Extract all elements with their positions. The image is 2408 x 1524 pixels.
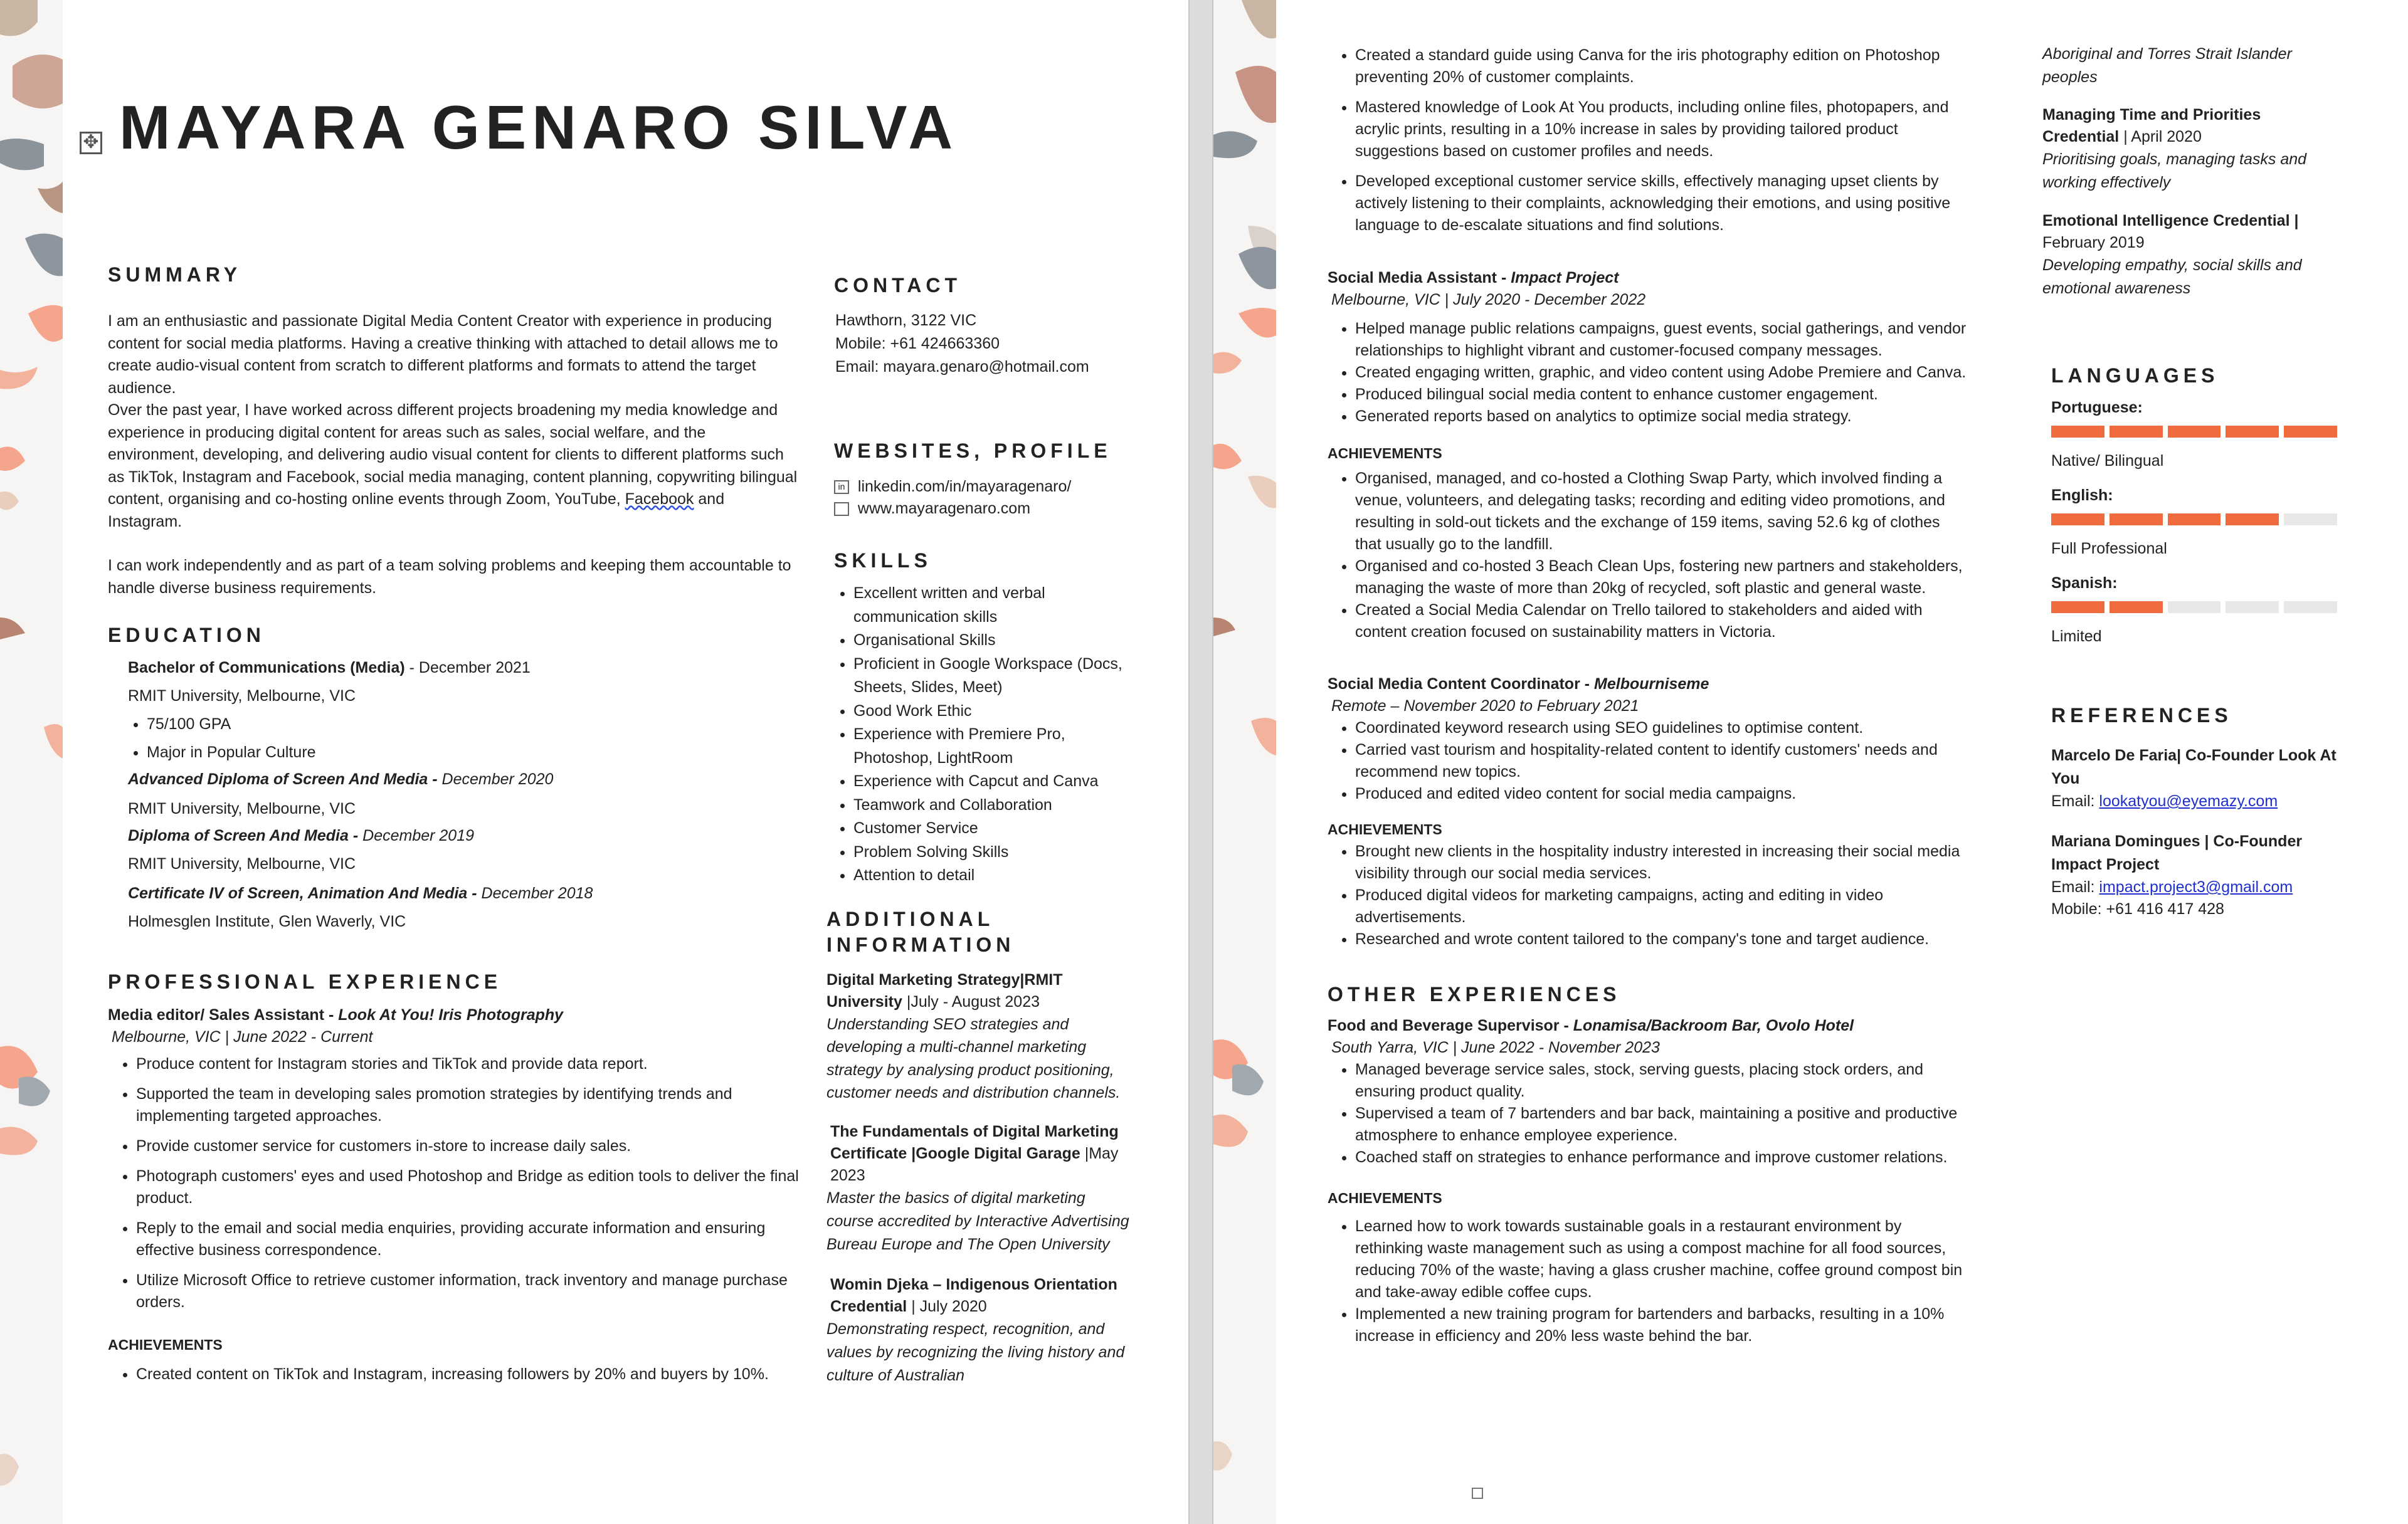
languages-heading: LANGUAGES [2051, 364, 2219, 387]
job-bullet: • Reply to the email and social media enquiries, providing accurate information and ensuring effective business correspondence. [136, 1217, 801, 1261]
skill-item: • Experience with Premiere Pro, Photoshop, LightRoom [853, 723, 1148, 770]
achievement-bullet: • Researched and wrote content tailored to the company's tone and target audience. [1355, 928, 1967, 950]
achievement-bullet: • Organised and co-hosted 3 Beach Clean Ups, fostering new partners and stakeholders, managing the waste of more than 20kg of recycled, soft plastic and general waste. [1355, 555, 1967, 599]
achievements-heading: ACHIEVEMENTS [1328, 821, 1442, 838]
job-title: Food and Beverage Supervisor - Lonamisa/Backroom Bar, Ovolo Hotel [1328, 1017, 1854, 1034]
skill-item: • Organisational Skills [853, 629, 1148, 653]
education-item: Certificate IV of Screen, Animation And Media - December 2018 [128, 885, 593, 902]
job-bullet: • Produced and edited video content for social media campaigns. [1355, 783, 1967, 805]
job-bullet: • Created a standard guide using Canva for the iris photography edition on Photoshop preventing 20% of customer complaints. [1355, 45, 1967, 88]
language-level-segment [2226, 601, 2279, 613]
summary-paragraph-1: I am an enthusiastic and passionate Digital Media Content Creator with experience in producing content for social media platforms. Having a creative thinking with attached to detail allows me to create audio-visual content from scratch to different platforms and formats to attend the target audience. [108, 312, 778, 397]
checkbox-icon[interactable] [1472, 1488, 1483, 1499]
credential-item: Digital Marketing Strategy|RMIT University |July - August 2023 [826, 970, 1063, 1011]
job-bullet: • Produce content for Instagram stories and TikTok and provide data report. [136, 1053, 801, 1075]
achievements-heading: ACHIEVEMENTS [108, 1337, 223, 1353]
credential-description: Demonstrating respect, recognition, and values by recognizing the living history and culture of Australian [826, 1320, 1125, 1384]
references-heading: REFERENCES [2051, 704, 2232, 727]
linkedin-link[interactable]: in linkedin.com/in/mayaragenaro/ [834, 476, 1153, 498]
credential-item: Womin Djeka – Indigenous Orientation Credential | July 2020 [830, 1275, 1117, 1315]
language-level-segment [2168, 426, 2221, 438]
language-item [2051, 483, 2337, 560]
website-icon [834, 502, 849, 516]
achievement-bullets [1328, 1216, 1967, 1347]
language-name: Portuguese: [2051, 399, 2143, 416]
language-level-bar [2051, 601, 2337, 613]
skill-item: • Teamwork and Collaboration [853, 794, 1148, 817]
skills-heading: SKILLS [834, 549, 932, 572]
achievements-heading: ACHIEVEMENTS [1328, 445, 1442, 461]
language-level-segment [2226, 426, 2279, 438]
reference-email-link[interactable]: impact.project3@gmail.com [2099, 878, 2293, 896]
job-bullet: • Developed exceptional customer service skills, effectively managing upset clients by actively listening to their complaints, acknowledging their emotions, and using positive language to de-escalate situations and find solutions. [1355, 171, 1967, 236]
education-bullet: • Major in Popular Culture [147, 742, 798, 764]
education-item: Bachelor of Communications (Media) - December 2021 [128, 659, 531, 676]
language-level-label: Limited [2051, 628, 2102, 645]
resume-page-2 [1213, 0, 2408, 1524]
education-bullets [128, 713, 798, 764]
job-bullets [1328, 1059, 1967, 1169]
skill-item: • Proficient in Google Workspace (Docs, Sheets, Slides, Meet) [853, 653, 1148, 700]
contact-address: Hawthorn, 3122 VIC [835, 312, 977, 329]
credential-description: Master the basics of digital marketing course accredited by Interactive Advertising Bureau Europe and The Open University [826, 1189, 1129, 1253]
language-level-segment [2110, 601, 2163, 613]
education-school: RMIT University, Melbourne, VIC [128, 687, 356, 705]
p2-main-column [1328, 45, 1967, 1347]
achievement-bullet: • Implemented a new training program for bartenders and barbacks, resulting in a 10% increase in efficiency and 20% less waste behind the bar. [1355, 1303, 1967, 1347]
language-name: Spanish: [2051, 574, 2118, 592]
skill-item: • Problem Solving Skills [853, 841, 1148, 864]
additional-list [826, 969, 1134, 1387]
job-meta: Melbourne, VIC | June 2022 - Current [112, 1028, 373, 1046]
language-level-segment [2110, 426, 2163, 438]
language-level-bar [2051, 513, 2337, 525]
reference-email-link[interactable]: lookatyou@eyemazy.com [2099, 792, 2278, 810]
language-colon: : [2137, 399, 2143, 416]
job-meta: Melbourne, VIC | July 2020 - December 2022 [1331, 291, 1646, 308]
contact-email[interactable]: Email: mayara.genaro@hotmail.com [835, 358, 1089, 376]
additional-heading: ADDITIONAL INFORMATION [826, 907, 1015, 956]
terrazzo-decoration [0, 0, 63, 1524]
language-level-segment [2226, 513, 2279, 525]
skill-item: • Good Work Ethic [853, 700, 1148, 723]
job-bullet: • Mastered knowledge of Look At You products, including online files, photopapers, and acrylic prints, resulting in a 10% increase in sales by providing tailored product suggestions based on customer profiles and needs. [1355, 97, 1967, 162]
education-bullet: • 75/100 GPA [147, 713, 798, 735]
language-colon: : [2108, 486, 2113, 504]
website-link[interactable]: www.mayaragenaro.com [834, 498, 1153, 520]
language-level-label: Native/ Bilingual [2051, 452, 2164, 470]
language-level-label: Full Professional [2051, 540, 2167, 557]
contact-heading: CONTACT [834, 274, 962, 297]
language-level-segment [2051, 426, 2104, 438]
references-list [2042, 744, 2346, 920]
reference-name: Marcelo De Faria| Co-Founder Look At You [2051, 747, 2337, 787]
job-bullet: • Supported the team in developing sales promotion strategies by identifying trends and implementing targeted approaches. [136, 1083, 801, 1127]
resume-name: MAYARA GENARO SILVA [119, 93, 959, 162]
achievement-bullet: • Created content on TikTok and Instagram, increasing followers by 20% and buyers by 10%. [136, 1364, 801, 1385]
education-heading: EDUCATION [108, 624, 265, 646]
page-gutter [1188, 0, 1213, 1524]
job-bullet: • Supervised a team of 7 bartenders and bar back, maintaining a positive and productive atmosphere to enhance employee experience. [1355, 1103, 1967, 1147]
education-item: Advanced Diploma of Screen And Media - December 2020 [128, 770, 554, 788]
terrazzo-decoration [1213, 0, 1276, 1524]
experience-heading: PROFESSIONAL EXPERIENCE [108, 970, 502, 993]
p2-right-column [2042, 43, 2337, 920]
job-bullet: • Utilize Microsoft Office to retrieve customer information, track inventory and manage purchase orders. [136, 1269, 801, 1313]
resume-page-1 [0, 0, 1188, 1524]
credential-item: Emotional Intelligence Credential | February 2019 [2042, 212, 2299, 251]
credential-item: Managing Time and Priorities Credential | April 2020 [2042, 106, 2261, 145]
language-level-segment [2051, 513, 2104, 525]
achievement-bullet: • Brought new clients in the hospitality industry interested in increasing their social media visibility through our social media services. [1355, 841, 1967, 885]
job-bullets-continued [1328, 45, 1967, 236]
language-level-segment [2051, 601, 2104, 613]
websites-block [826, 476, 1153, 520]
achievement-bullet: • Created a Social Media Calendar on Trello tailored to stakeholders and aided with content creation focused on sustainability matters in Victoria. [1355, 599, 1967, 643]
language-colon: : [2112, 574, 2118, 592]
job-bullet: • Provide customer service for customers in-store to increase daily sales. [136, 1135, 801, 1157]
websites-heading: WEBSITES, PROFILE [834, 439, 1112, 462]
reference-email: Email: lookatyou@eyemazy.com [2051, 792, 2278, 810]
education-school: RMIT University, Melbourne, VIC [128, 855, 356, 873]
language-level-segment [2284, 601, 2337, 613]
summary-paragraph-2: Over the past year, I have worked across different projects broadening my media knowledge and experience in producing digital content for areas such as sales, social welfare, and the environment, developing, and delivering audio visual content for clients to different platforms such as TikTok, Instagram and Facebook, social media managing, content planning, copywriting bilingual content, organising and co-hosting online events through Zoom, YouTube, Facebook and Instagram. [108, 401, 798, 530]
skill-item: • Experience with Capcut and Canva [853, 770, 1148, 794]
other-experiences-heading: OTHER EXPERIENCES [1328, 983, 1621, 1006]
language-item [2051, 396, 2337, 472]
credential-item: The Fundamentals of Digital Marketing Certificate |Google Digital Garage |May 2023 [830, 1122, 1119, 1184]
left-column [108, 262, 798, 1385]
job-bullet: • Coordinated keyword research using SEO guidelines to optimise content. [1355, 717, 1967, 739]
reference-mobile: Mobile: +61 416 417 428 [2051, 900, 2224, 918]
credential-description: Prioritising goals, managing tasks and working effectively [2042, 150, 2307, 191]
education-school: Holmesglen Institute, Glen Waverly, VIC [128, 913, 406, 930]
job-bullet: • Coached staff on strategies to enhance performance and improve customer relations. [1355, 1147, 1967, 1169]
job-bullet: • Helped manage public relations campaigns, guest events, social gatherings, and vendor relationships to highlight vibrant and customer-focused company messages. [1355, 318, 1967, 362]
job-bullet: • Generated reports based on analytics to optimize social media strategy. [1355, 406, 1967, 428]
job-bullets [1328, 318, 1967, 428]
credential-description-continued: Aboriginal and Torres Strait Islander peoples [2042, 45, 2292, 86]
job-title: Social Media Assistant - Impact Project [1328, 269, 1619, 286]
move-handle-icon[interactable]: ✥ [80, 132, 102, 154]
achievement-bullets [1328, 841, 1967, 950]
language-level-segment [2110, 513, 2163, 525]
summary-paragraph-3: I can work independently and as part of a team solving problems and keeping them accountable to handle diverse business requirements. [108, 557, 791, 597]
achievement-bullets [1328, 468, 1967, 643]
achievement-bullet: • Learned how to work towards sustainable goals in a restaurant environment by rethinking waste management such as using a compost machine for all food sources, reducing 70% of the waste; having a glass crusher machine, coffee ground compost bin and take-away edible coffee cups. [1355, 1216, 1967, 1303]
linkedin-icon: in [834, 480, 849, 494]
contact-block [826, 309, 1153, 379]
language-level-segment [2168, 513, 2221, 525]
achievement-bullet: • Organised, managed, and co-hosted a Clothing Swap Party, which involved finding a venue, volunteers, and delegating tasks; recording and editing video promotions, and resulting in sold-out tickets and the exchange of 159 items, saving 52.6 kg of clothes that usually go to the landfill. [1355, 468, 1967, 555]
job-bullet: • Carried vast tourism and hospitality-related content to identify customers' needs and recommend new topics. [1355, 739, 1967, 783]
language-level-segment [2284, 513, 2337, 525]
reference-email: Email: impact.project3@gmail.com [2051, 878, 2293, 896]
job-bullets [1328, 717, 1967, 805]
job-meta: Remote – November 2020 to February 2021 [1331, 697, 1639, 715]
achievement-bullet: • Produced digital videos for marketing campaigns, acting and editing in video advertisements. [1355, 885, 1967, 928]
right-column [826, 273, 1153, 1387]
language-name: English: [2051, 486, 2113, 504]
education-list [108, 657, 798, 933]
achievements-heading: ACHIEVEMENTS [1328, 1190, 1442, 1206]
skill-item: • Attention to detail [853, 864, 1148, 888]
education-school: RMIT University, Melbourne, VIC [128, 800, 356, 817]
credential-description: Understanding SEO strategies and developing a multi-channel marketing strategy by analysing product positioning, customer needs and distribution channels. [826, 1015, 1121, 1101]
language-level-segment [2168, 601, 2221, 613]
summary-heading: SUMMARY [108, 263, 242, 286]
language-level-bar [2051, 426, 2337, 438]
job-bullet: • Produced bilingual social media content to enhance customer engagement. [1355, 384, 1967, 406]
credential-description: Developing empathy, social skills and emotional awareness [2042, 256, 2302, 297]
reference-name: Mariana Domingues | Co-Founder Impact Project [2051, 833, 2303, 873]
language-item [2051, 571, 2337, 648]
job-meta: South Yarra, VIC | June 2022 - November 2023 [1331, 1039, 1660, 1056]
skill-item: • Excellent written and verbal communication skills [853, 582, 1148, 629]
job-bullet: • Photograph customers' eyes and used Photoshop and Bridge as edition tools to deliver the final product. [136, 1165, 801, 1209]
language-level-segment [2284, 426, 2337, 438]
contact-mobile: Mobile: +61 424663360 [835, 335, 1000, 352]
education-item: Diploma of Screen And Media - December 2019 [128, 827, 475, 844]
achievement-bullets [108, 1364, 801, 1385]
languages-list [2042, 396, 2337, 648]
job-bullet: • Created engaging written, graphic, and video content using Adobe Premiere and Canva. [1355, 362, 1967, 384]
job-title: Media editor/ Sales Assistant - Look At You! Iris Photography [108, 1006, 564, 1024]
job-bullet: • Managed beverage service sales, stock, serving guests, placing stock orders, and ensuring product quality. [1355, 1059, 1967, 1103]
job-title: Social Media Content Coordinator - Melbourniseme [1328, 675, 1709, 693]
job-bullets [108, 1053, 801, 1313]
skills-list [826, 582, 1148, 888]
skill-item: • Customer Service [853, 817, 1148, 841]
